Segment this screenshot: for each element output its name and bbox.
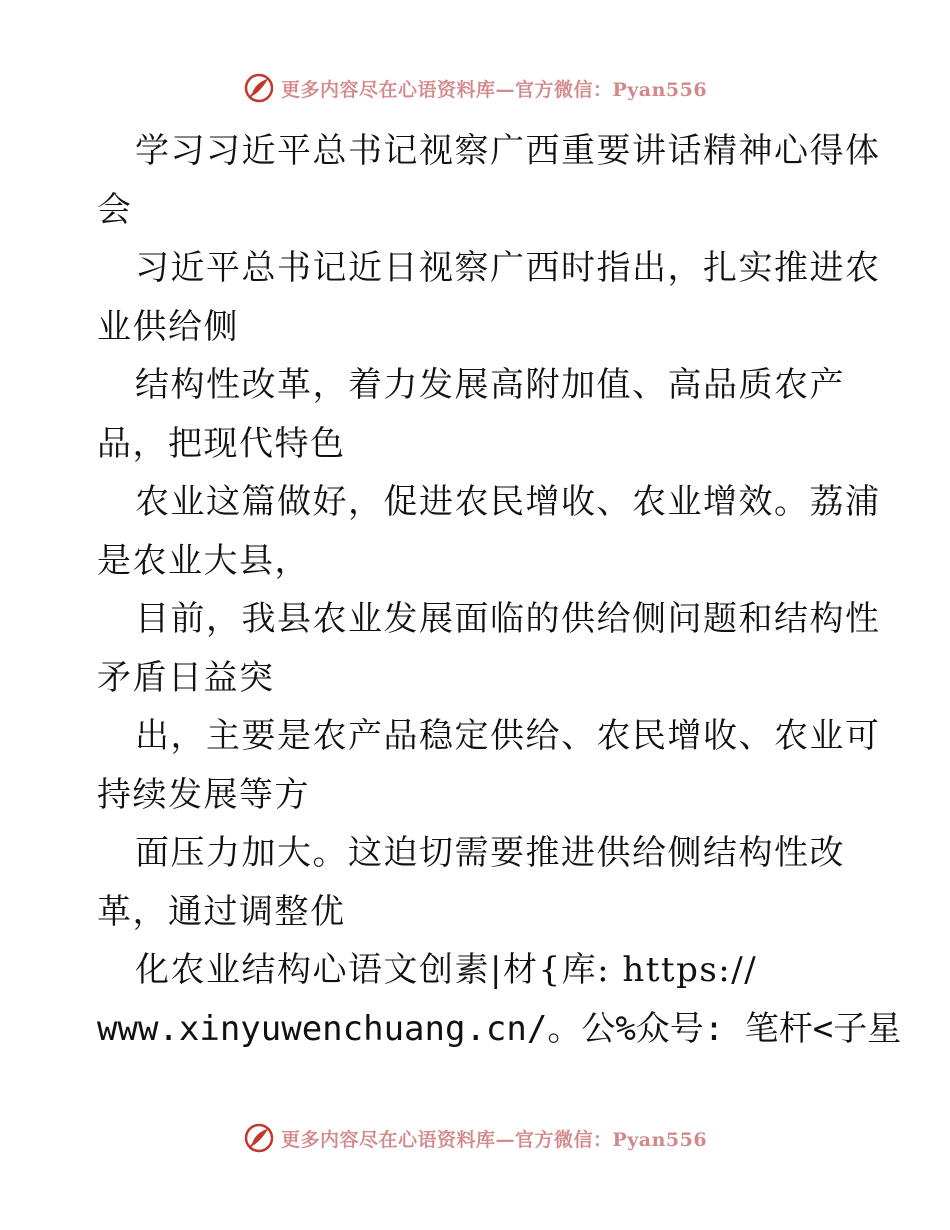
text-line: 农业这篇做好，促进农民增收、农业增效。荔浦 — [135, 482, 881, 522]
document-body — [97, 122, 902, 1058]
text-line: 学习习近平总书记视察广西重要讲话精神心得体 — [135, 131, 881, 171]
text-line: 化农业结构心语文创素|材{库: https:// — [135, 950, 758, 990]
text-line: 持续发展等方 — [97, 774, 310, 815]
text-line: 业供给侧 — [97, 306, 239, 347]
text-line: 出，主要是农产品稳定供给、农民增收、农业可 — [135, 716, 881, 756]
text-line: 矛盾日益突 — [97, 657, 275, 698]
leaf-pen-logo-icon — [243, 72, 275, 104]
text-line: 是农业大县， — [97, 540, 310, 581]
text-line: 品，把现代特色 — [97, 423, 346, 464]
text-line: 目前，我县农业发展面临的供给侧问题和结构性 — [135, 599, 881, 639]
banner-text: 更多内容尽在心语资料库—官方微信：Pyan556 — [280, 78, 708, 101]
text-line: 结构性改革，着力发展高附加值、高品质农产 — [135, 365, 845, 405]
text-line: 会 — [97, 189, 133, 230]
header-banner — [0, 72, 950, 104]
footer-banner — [0, 1122, 950, 1154]
banner-text: 更多内容尽在心语资料库—官方微信：Pyan556 — [280, 1128, 708, 1151]
text-line: www.xinyuwenchuang.cn/。公%众号: 笔杆<子星 — [97, 1008, 902, 1049]
text-line: 革，通过调整优 — [97, 891, 346, 932]
text-line: 面压力加大。这迫切需要推进供给侧结构性改 — [135, 833, 845, 873]
leaf-pen-logo-icon — [243, 1122, 275, 1154]
text-line: 习近平总书记近日视察广西时指出，扎实推进农 — [135, 248, 881, 288]
